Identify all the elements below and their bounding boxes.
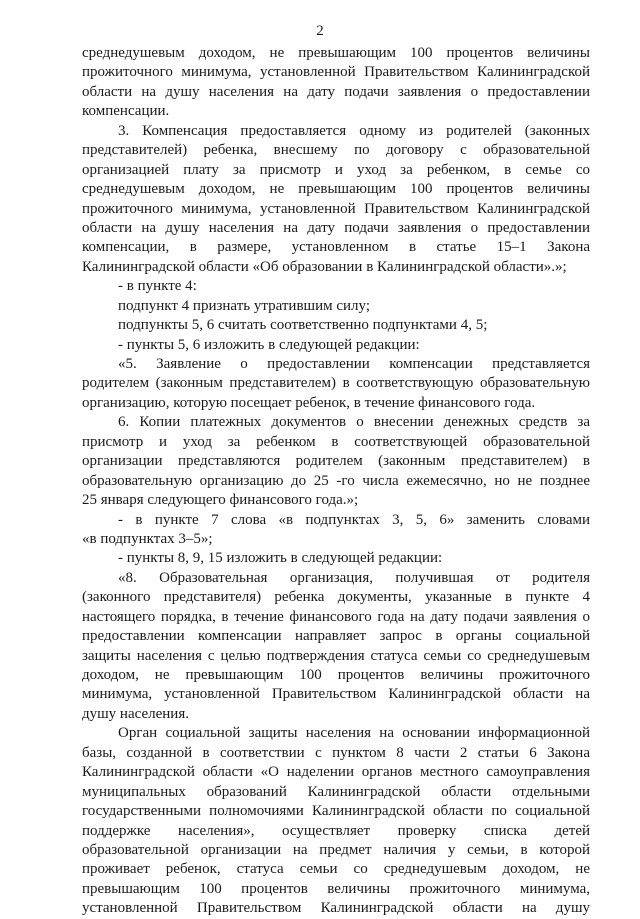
text-line: организации представляются родителем (законным представителем) в: [82, 453, 590, 470]
text-line: доходом, не превышающим 100 процентов величины прожиточного: [82, 667, 590, 683]
document-body: [82, 44, 590, 919]
text-line: подпункты 5, 6 считать соответственно подпунктами 4, 5;: [118, 317, 488, 334]
text-line: присмотр и уход за ребенком в соответствующей образовательной: [82, 433, 590, 450]
text-line: образовательную организацию до 25 -го числа ежемесячно, но не позднее: [82, 472, 590, 489]
text-line: предоставлении компенсации направляет запрос в органы социальной: [82, 628, 590, 645]
text-line: - в пункте 4:: [118, 278, 197, 295]
text-line: Калининградской области «О наделении органов местного самоуправления: [82, 764, 590, 781]
text-line: 6. Копии платежных документов о внесении денежных средств за: [118, 414, 590, 431]
text-line: превышающим 100 процентов величины прожиточного минимума,: [82, 880, 590, 897]
text-line: - пункты 5, 6 изложить в следующей редакции:: [118, 336, 420, 353]
text-line: «5. Заявление о предоставлении компенсации представляется: [118, 356, 590, 372]
page-number: 2: [316, 23, 324, 39]
text-line: компенсации.: [82, 103, 170, 120]
text-line: защиты населения с целью подтверждения статуса семьи со среднедушевым: [82, 647, 590, 664]
text-line: муниципальных образований Калининградской области отдельными: [82, 783, 590, 800]
text-line: «в подпунктах 3–5»;: [82, 530, 213, 547]
text-line: государственными полномочиями Калининградской области по социальной: [82, 803, 590, 820]
text-line: области на душу населения на дату подачи заявления о предоставлении: [82, 83, 590, 100]
text-line: прожиточного минимума, установленной Правительством Калининградской: [82, 200, 590, 217]
text-line: 25 января следующего финансового года.»;: [82, 492, 359, 509]
text-line: компенсации, в размере, установленном в статье 15–1 Закона: [82, 239, 590, 256]
text-line: - пункты 8, 9, 15 изложить в следующей редакции:: [118, 550, 443, 567]
text-line: минимума, установленной Правительством Калининградской области на: [82, 686, 590, 703]
text-line: прожиточного минимума, установленной Правительством Калининградской: [82, 64, 590, 81]
text-line: «8. Образовательная организация, получившая от родителя: [118, 569, 590, 586]
text-line: подпункт 4 признать утратившим силу;: [118, 297, 370, 314]
text-line: базы, созданной в соответствии с пунктом 8 части 2 статьи 6 Закона: [82, 744, 590, 761]
text-line: области на душу населения на дату подачи заявления о предоставлении: [82, 219, 590, 236]
text-line: Орган социальной защиты населения на основании информационной: [118, 725, 590, 742]
text-line: среднедушевым доходом, не превышающим 100 процентов величины: [82, 181, 590, 198]
text-line: организацией плату за присмотр и уход за ребенком, в семье со: [82, 161, 590, 178]
text-line: 3. Компенсация предоставляется одному из родителей (законных: [118, 122, 590, 139]
text-line: проживает ребенок, статуса семьи со среднедушевым доходом, не: [82, 861, 590, 878]
text-line: Калининградской области «Об образовании в Калининградской области».»;: [82, 258, 567, 275]
text-line: представителей) ребенка, внесшему по договору с образовательной: [82, 142, 590, 159]
text-line: душу населения.: [82, 705, 189, 722]
text-line: - в пункте 7 слова «в подпунктах 3, 5, 6» заменить словами: [118, 511, 590, 528]
text-line: установленной Правительством Калининградской области на душу: [82, 900, 590, 917]
text-line: настоящего порядка, в течение финансового года на дату подачи заявления о: [82, 608, 590, 625]
text-line: организацию, которую посещает ребенок, в течение финансового года.: [82, 394, 536, 411]
text-line: родителем (законным представителем) в соответствующую образовательную: [82, 375, 590, 392]
text-line: среднедушевым доходом, не превышающим 100 процентов величины: [82, 45, 590, 61]
text-line: (законного представителя) ребенка документы, указанные в пункте 4: [82, 589, 590, 606]
text-line: поддержке населения», осуществляет проверку списка детей: [82, 822, 590, 839]
text-line: образовательной организации на предмет наличия у семьи, в которой: [82, 841, 590, 858]
